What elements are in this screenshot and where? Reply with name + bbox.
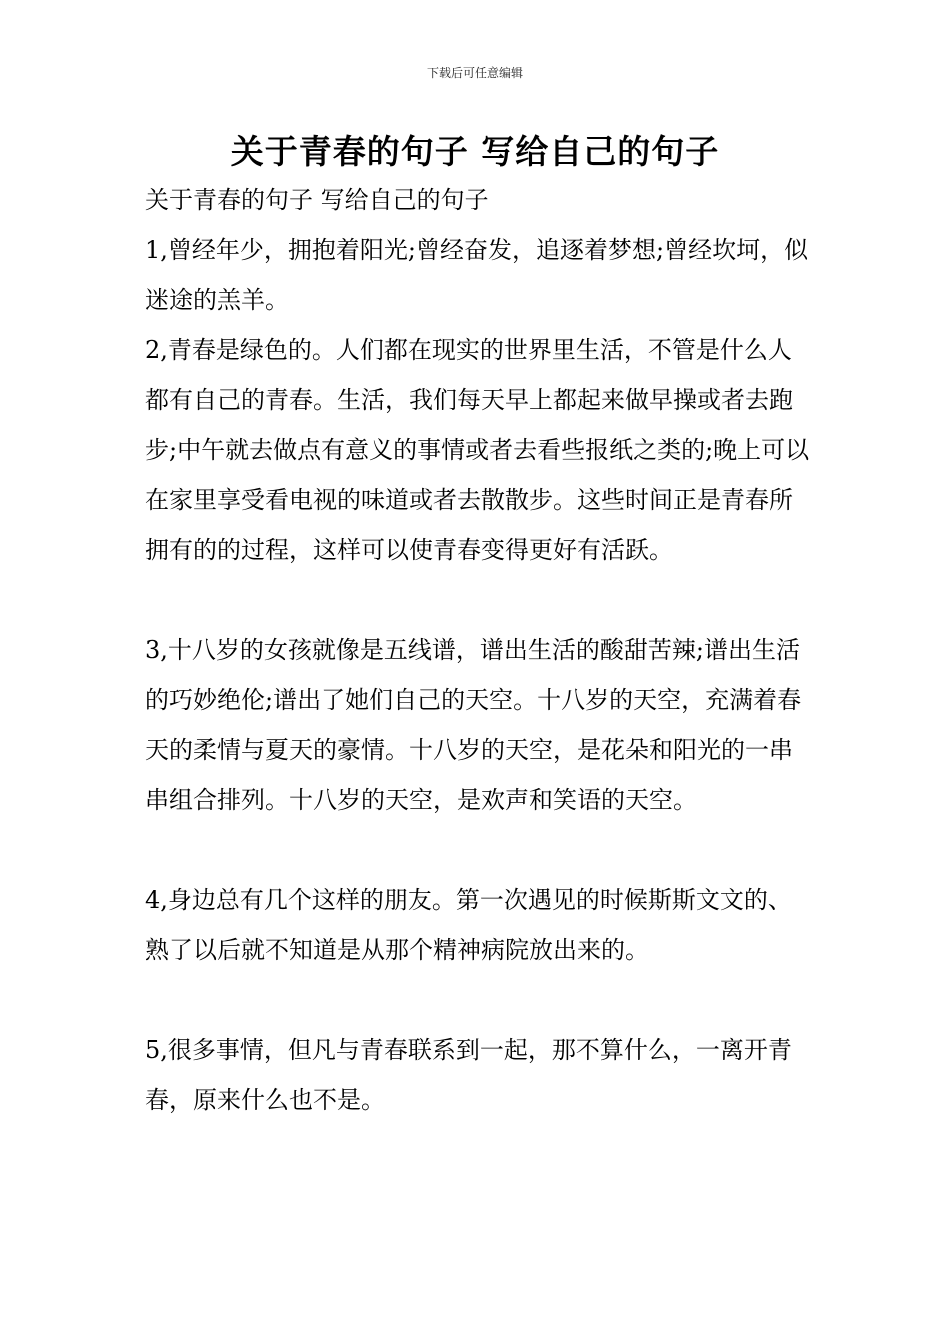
header-note: 下载后可任意编辑 — [426, 66, 523, 80]
document-body — [145, 175, 810, 1125]
paragraph-spacer — [145, 575, 810, 625]
paragraph-5: 5,很多事情，但凡与青春联系到一起，那不算什么，一离开青春，原来什么也不是。 — [145, 1036, 792, 1114]
document-title: 关于青春的句子 写给自己的句子 — [230, 132, 720, 171]
paragraph-spacer — [145, 975, 810, 1025]
paragraph-4: 4,身边总有几个这样的朋友。第一次遇见的时候斯斯文文的、熟了以后就不知道是从那个精神病院放出来的。 — [145, 886, 792, 964]
paragraph-1: 1,曾经年少，拥抱着阳光;曾经奋发，追逐着梦想;曾经坎坷，似迷途的羔羊。 — [145, 236, 809, 314]
paragraph-2: 2,青春是绿色的。人们都在现实的世界里生活，不管是什么人都有自己的青春。生活，我们每天早上都起来做早操或者去跑步;中午就去做点有意义的事情或者去看些报纸之类的;晚上可以在家里享受看电视的味道或者去散散步。这些时间正是青春所拥有的的过程，这样可以使青春变得更好有活跃。 — [145, 336, 810, 564]
paragraph-spacer — [145, 825, 810, 875]
paragraph-3: 3,十八岁的女孩就像是五线谱，谱出生活的酸甜苦辣;谱出生活的巧妙绝伦;谱出了她们自己的天空。十八岁的天空，充满着春天的柔情与夏天的豪情。十八岁的天空，是花朵和阳光的一串串组合排列。十八岁的天空，是欢声和笑语的天空。 — [145, 636, 802, 814]
document-subtitle: 关于青春的句子 写给自己的句子 — [145, 186, 489, 214]
